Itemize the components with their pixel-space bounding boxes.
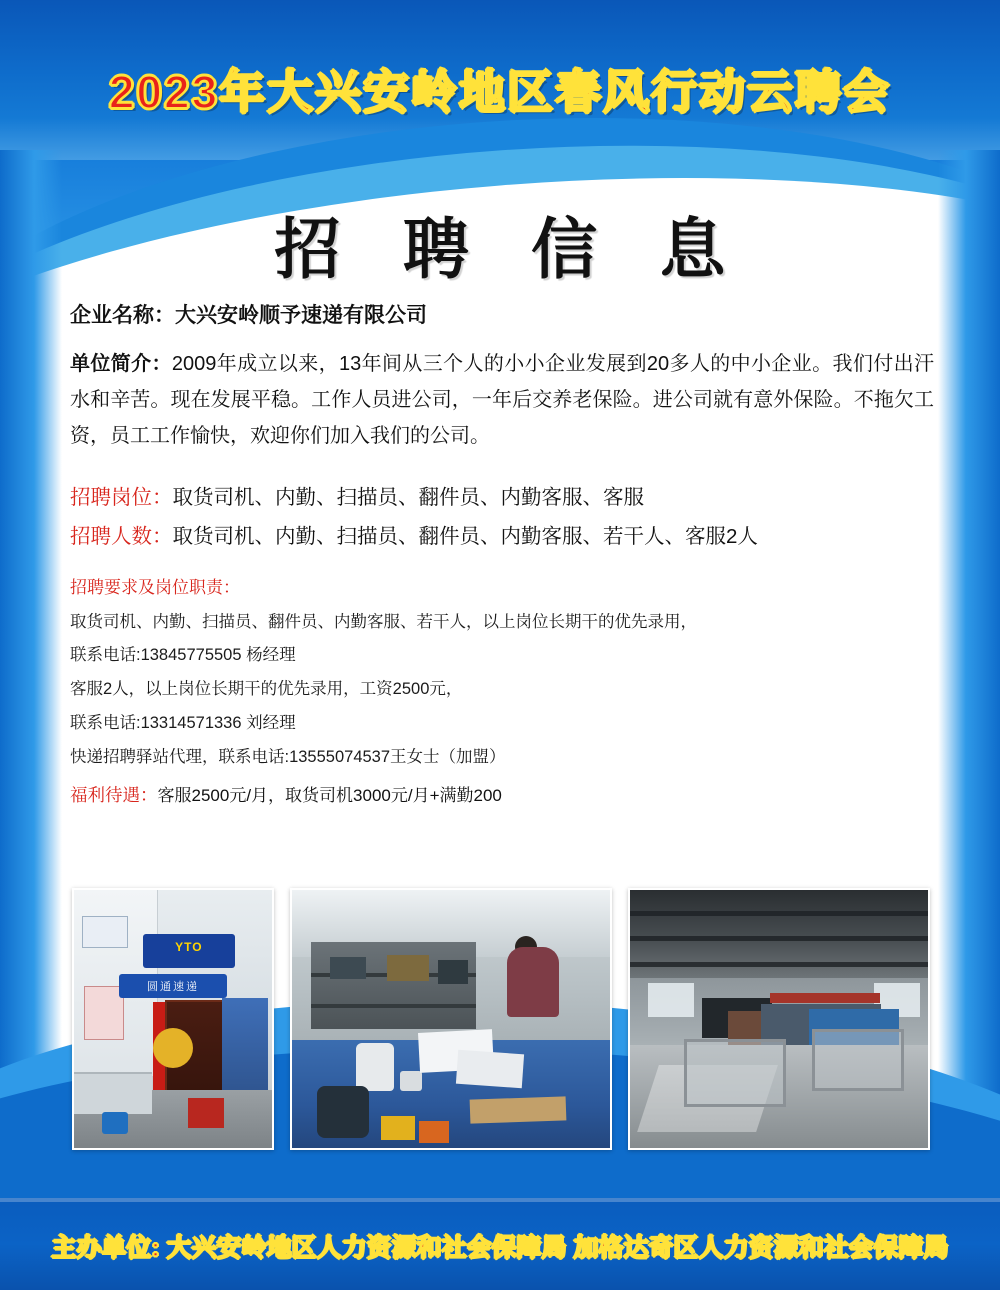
company-intro: [70, 346, 934, 455]
requirements-line-4: 联系电话:13314571336 刘经理: [70, 713, 296, 732]
photo-gallery: [72, 888, 930, 1150]
photo3-cage-2: [812, 1029, 904, 1091]
photo2-kettle: [356, 1043, 394, 1091]
photo-office-desk: [290, 888, 612, 1150]
photo2-person: [507, 947, 559, 1017]
requirements-line-3: 客服2人，以上岗位长期干的优先录用，工资2500元，: [70, 680, 463, 699]
photo1-red-box: [188, 1098, 224, 1128]
poster-content: [70, 300, 934, 813]
photo3-window-1: [648, 983, 694, 1017]
photo2-orange-box: [419, 1121, 449, 1143]
photo2-rack-shelf-2: [311, 1004, 476, 1008]
photo2-paper-2: [456, 1050, 524, 1089]
decorative-side-right: [938, 150, 1000, 1180]
photo2-yellow-box: [381, 1116, 415, 1140]
company-label: 企业名称：: [70, 304, 175, 327]
headcount-value: 取货司机、内勤、扫描员、翻件员、内勤客服、若干人、客服2人: [172, 524, 758, 548]
photo3-beam-1: [630, 911, 928, 916]
photo3-beam-3: [630, 962, 928, 967]
intro-label: 单位简介：: [70, 352, 172, 375]
photo-storefront: [72, 888, 274, 1150]
benefits-label: 福利待遇：: [70, 784, 158, 805]
photo2-rack-item-1: [330, 957, 366, 979]
photo1-notice-a: [82, 916, 128, 948]
page-title: 招 聘 信 息: [274, 212, 748, 286]
headcount-label: 招聘人数：: [70, 524, 173, 548]
spacer: [70, 465, 934, 479]
photo2-rack-item-3: [438, 960, 468, 984]
positions-row: [70, 479, 934, 518]
photo3-beam-2: [630, 936, 928, 941]
benefits-value: 客服2500元/月，取货司机3000元/月+满勤200: [157, 785, 502, 805]
organizer-text: 主办单位: 大兴安岭地区人力资源和社会保障局 加格达奇区人力资源和社会保障局: [51, 1234, 949, 1262]
company-row: [70, 300, 934, 332]
positions-label: 招聘岗位：: [70, 485, 173, 509]
photo3-red-stripe: [770, 993, 880, 1003]
photo1-notice-b: [84, 986, 124, 1040]
photo1-brand-text: YTO: [175, 940, 203, 954]
photo1-counter: [74, 1072, 152, 1114]
requirements-line-2: 联系电话:13845775505 杨经理: [70, 646, 296, 665]
photo3-cage-1: [684, 1039, 786, 1107]
photo1-signboard-text: 圆通速递: [147, 981, 199, 993]
intro-text: 2009年成立以来，13年间从三个人的小小企业发展到20多人的中小企业。我们付出汗水和辛苦。现在发展平稳。工作人员进公司，一年后交养老保险。进公司就有意外保险。不拖欠工资，员工工作愉快，欢迎你们加入我们的公司。: [70, 352, 935, 448]
headcount-row: [70, 518, 934, 557]
photo2-tray: [470, 1097, 567, 1124]
photo1-bucket: [102, 1112, 128, 1134]
benefits-row: [70, 777, 934, 814]
positions-value: 取货司机、内勤、扫描员、翻件员、内勤客服、客服: [172, 485, 644, 509]
requirements-title: 招聘要求及岗位职责：: [70, 577, 240, 597]
photo2-chair: [317, 1086, 369, 1138]
photo2-rack-item-2: [387, 955, 429, 981]
photo-warehouse: [628, 888, 930, 1150]
requirements-line-1: 取货司机、内勤、扫描员、翻件员、内勤客服、若干人，以上岗位长期干的优先录用，: [70, 612, 697, 631]
company-name: 大兴安岭顺予速递有限公司: [175, 304, 427, 327]
poster-header-title: 2023年大兴安岭地区春风行动云聘会: [108, 66, 892, 118]
photo2-cup: [400, 1071, 422, 1091]
requirements-line-5: 快递招聘驿站代理，联系电话:13555074537王女士（加盟）: [70, 747, 506, 766]
photo1-door-decoration: [153, 1028, 193, 1068]
decorative-side-left: [0, 150, 62, 1180]
